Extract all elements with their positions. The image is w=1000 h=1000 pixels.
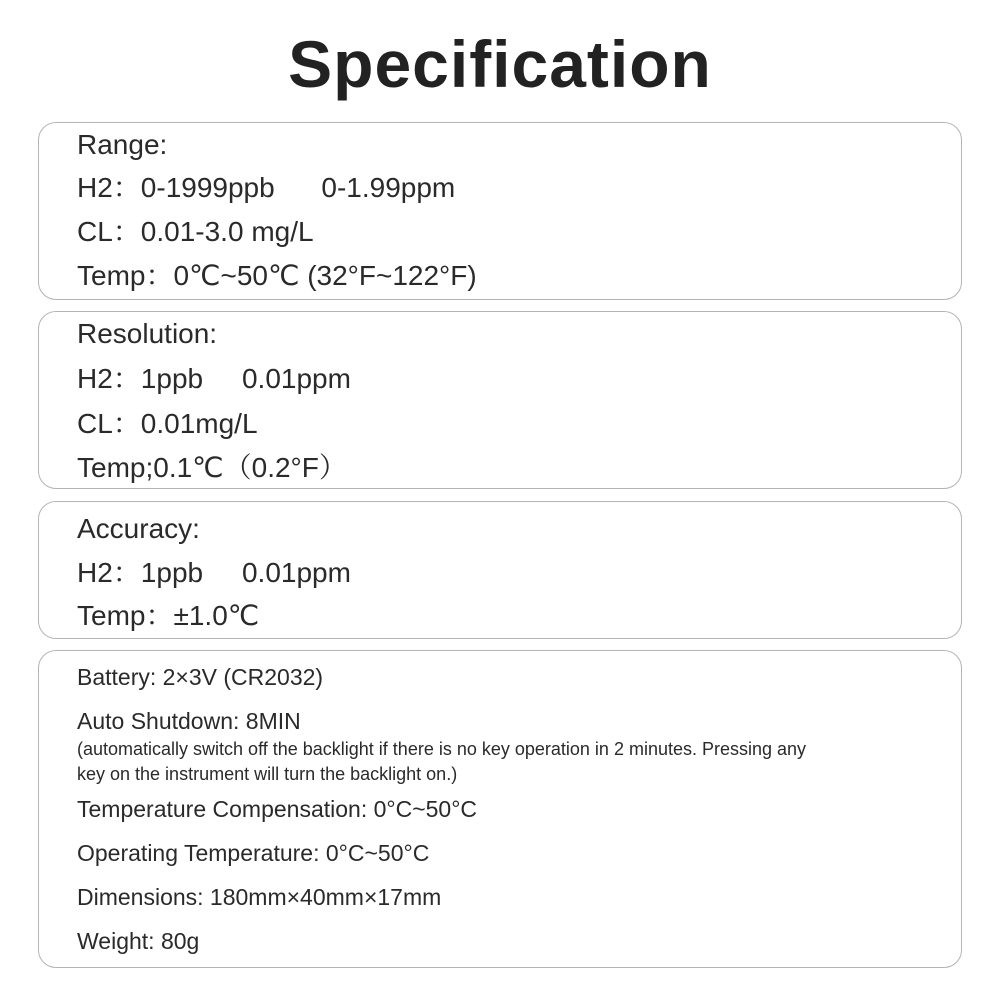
general-specs-section (38, 650, 962, 968)
accuracy-heading: Accuracy: (77, 513, 200, 544)
range-temp: Temp：0℃~50℃ (32°F~122°F) (77, 260, 477, 291)
range-section (38, 122, 962, 300)
resolution-cl: CL：0.01mg/L (77, 408, 258, 439)
range-h2: H2：0-1999ppb 0-1.99ppm (77, 172, 456, 203)
range-cl: CL：0.01-3.0 mg/L (77, 216, 314, 247)
battery-spec: Battery: 2×3V (CR2032) (77, 664, 324, 690)
resolution-heading: Resolution: (77, 318, 218, 349)
auto-shutdown-note-line-2: key on the instrument will turn the backlight on.) (77, 764, 458, 784)
dimensions-spec: Dimensions: 180mm×40mm×17mm (77, 884, 442, 910)
accuracy-section (38, 501, 962, 639)
operating-temperature-spec: Operating Temperature: 0°C~50°C (77, 840, 430, 866)
auto-shutdown-spec: Auto Shutdown: 8MIN (77, 708, 301, 734)
page-title: Specification (288, 27, 712, 101)
resolution-section (38, 311, 962, 489)
resolution-h2: H2：1ppb 0.01ppm (77, 363, 351, 394)
accuracy-temp: Temp：±1.0℃ (77, 600, 260, 631)
weight-spec: Weight: 80g (77, 928, 200, 954)
temperature-compensation-spec: Temperature Compensation: 0°C~50°C (77, 796, 478, 822)
resolution-temp: Temp;0.1℃（0.2°F） (77, 452, 347, 483)
range-heading: Range: (77, 129, 168, 160)
accuracy-h2: H2：1ppb 0.01ppm (77, 557, 351, 588)
auto-shutdown-note-line-1: (automatically switch off the backlight if there is no key operation in 2 minutes. Pressing any (77, 739, 807, 759)
